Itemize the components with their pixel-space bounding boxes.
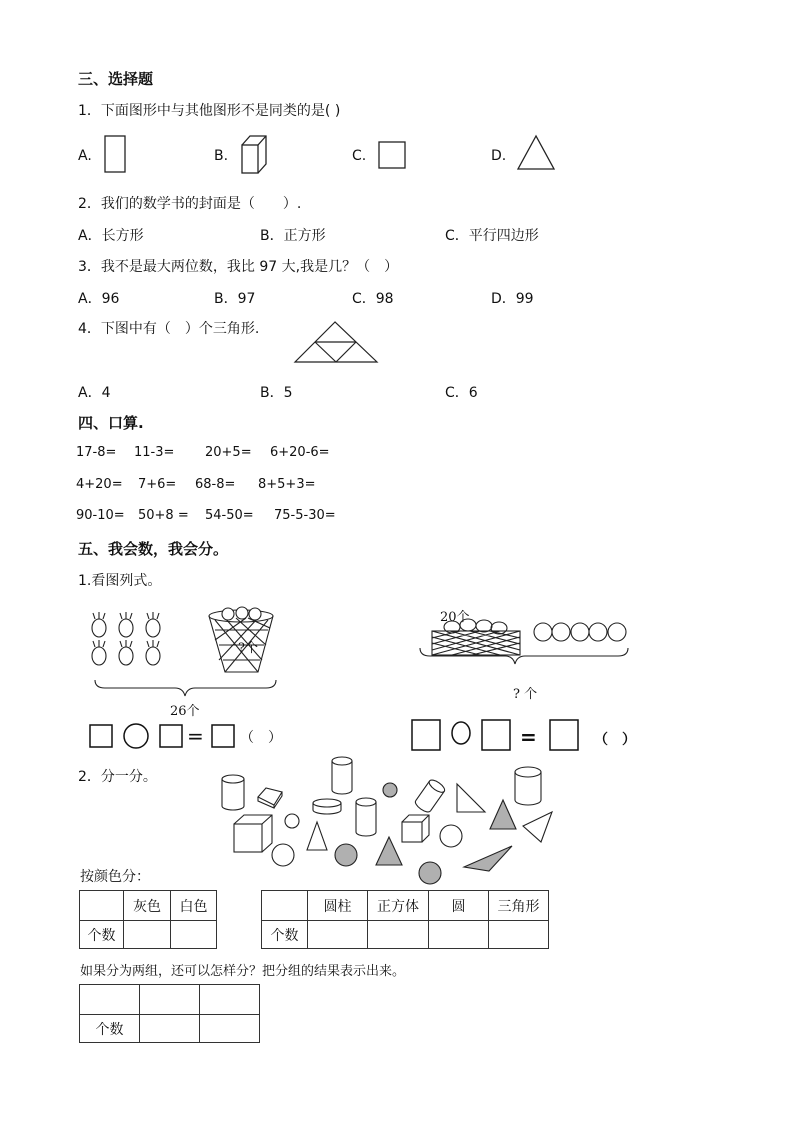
group-table-count-2[interactable]	[200, 1015, 260, 1043]
shape-table-header-circle: 圆	[429, 891, 489, 921]
triangle-gray-2	[376, 837, 402, 865]
group-table-row-label: 个数	[80, 1015, 140, 1043]
group-question: 如果分为两组，还可以怎样分？把分组的结果表示出来。	[80, 964, 406, 979]
q4-option-c: C．6	[445, 385, 478, 401]
color-table-row-label: 个数	[80, 921, 124, 949]
shape-table-header-cube: 正方体	[368, 891, 429, 921]
group-table-count-1[interactable]	[140, 1015, 200, 1043]
q2-option-a: A．长方形	[78, 228, 144, 244]
part-1-title: 1.看图列式。	[78, 573, 162, 589]
color-table-header-white: 白色	[171, 891, 217, 921]
section-4-title: 四、口算.	[78, 414, 144, 432]
shape-table-cube-count[interactable]	[368, 921, 429, 949]
shape-table-header-cylinder: 圆柱	[308, 891, 368, 921]
calc-1-2: 11-3=	[134, 445, 175, 460]
calc-3-2: 50+8 =	[138, 508, 189, 523]
q3-text: 3．我不是最大两位数，我比 97 大,我是几？（ ）	[78, 259, 399, 275]
eq-right-paren: （ ）	[594, 732, 636, 748]
left-unknown-label: ?个	[238, 641, 258, 656]
color-sort-label: 按颜色分：	[80, 869, 150, 885]
white-circle-1	[285, 814, 299, 828]
shape-table-cylinder-count[interactable]	[308, 921, 368, 949]
calc-1-4: 6+20-6=	[270, 445, 330, 460]
q2-option-b: B．正方形	[260, 228, 326, 244]
color-table-corner[interactable]	[80, 891, 124, 921]
section-5-title: 五、我会数，我会分。	[78, 540, 229, 558]
cylinder-tilted	[413, 778, 446, 815]
eq-left-equals: =	[187, 724, 204, 748]
calc-3-3: 54-50=	[205, 508, 254, 523]
calc-2-3: 68-8=	[195, 477, 236, 492]
left-total-label: 26个	[170, 704, 200, 719]
color-table-white-count[interactable]	[171, 921, 217, 949]
white-circle-3	[272, 844, 294, 866]
cube-small-2	[402, 815, 429, 842]
shape-table-header-triangle: 三角形	[489, 891, 549, 921]
q4-option-a: A．4	[78, 385, 111, 401]
cube-large	[234, 815, 272, 852]
q2-option-c: C．平行四边形	[445, 228, 539, 244]
eq-left-paren: （ ）	[240, 730, 282, 746]
eq-right-equals: =	[520, 725, 537, 749]
q3-option-b: B．97	[214, 291, 256, 307]
q4-option-b: B．5	[260, 385, 293, 401]
gray-circle-1	[383, 783, 397, 797]
group-table-header-2[interactable]	[200, 985, 260, 1015]
q2-text: 2．我们的数学书的封面是（ ）.	[78, 196, 302, 212]
shape-table-corner[interactable]	[262, 891, 308, 921]
q1-text: 1．下面图形中与其他图形不是同类的是( )	[78, 103, 341, 119]
shape-table-circle-count[interactable]	[429, 921, 489, 949]
triangle-white-2	[523, 812, 552, 842]
cylinder-4	[356, 798, 376, 836]
group-table-header-1[interactable]	[140, 985, 200, 1015]
shape-table	[261, 890, 549, 949]
calc-3-1: 90-10=	[76, 508, 125, 523]
q1-option-b: B.	[214, 148, 229, 164]
triangle-gray-1	[490, 800, 516, 829]
white-circle-2	[440, 825, 462, 847]
right-count-label: 20个	[440, 610, 470, 625]
cylinder-2	[332, 757, 352, 794]
calc-3-4: 75-5-30=	[274, 508, 336, 523]
calc-2-1: 4+20=	[76, 477, 123, 492]
q3-option-a: A．96	[78, 291, 120, 307]
group-table	[79, 984, 260, 1043]
cube-small-1	[258, 788, 282, 808]
part-2-title: 2．分一分。	[78, 769, 157, 785]
gray-circle-2	[335, 844, 357, 866]
triangle-gray-3	[464, 846, 512, 871]
q1-option-a: A.	[78, 148, 92, 164]
right-triangle-1	[457, 784, 485, 812]
gray-circle-3	[419, 862, 441, 884]
shape-table-row-label: 个数	[262, 921, 308, 949]
q4-text: 4．下图中有（ ）个三角形.	[78, 321, 260, 337]
cylinder-1	[222, 775, 244, 810]
shape-table-triangle-count[interactable]	[489, 921, 549, 949]
calc-1-1: 17-8=	[76, 445, 117, 460]
calc-2-2: 7+6=	[138, 477, 177, 492]
q3-option-c: C．98	[352, 291, 394, 307]
color-table	[79, 890, 217, 949]
color-table-header-gray: 灰色	[124, 891, 171, 921]
color-table-gray-count[interactable]	[124, 921, 171, 949]
cylinder-3	[515, 767, 541, 805]
right-unknown-label: ? 个	[513, 687, 538, 702]
q1-option-d: D.	[491, 148, 507, 164]
triangle-white-1	[307, 822, 327, 850]
section-3-title: 三、选择题	[78, 70, 154, 88]
group-table-corner[interactable]	[80, 985, 140, 1015]
q1-option-c: C.	[352, 148, 367, 164]
calc-1-3: 20+5=	[205, 445, 252, 460]
calc-2-4: 8+5+3=	[258, 477, 316, 492]
cylinder-flat	[313, 799, 341, 814]
q3-option-d: D．99	[491, 291, 534, 307]
